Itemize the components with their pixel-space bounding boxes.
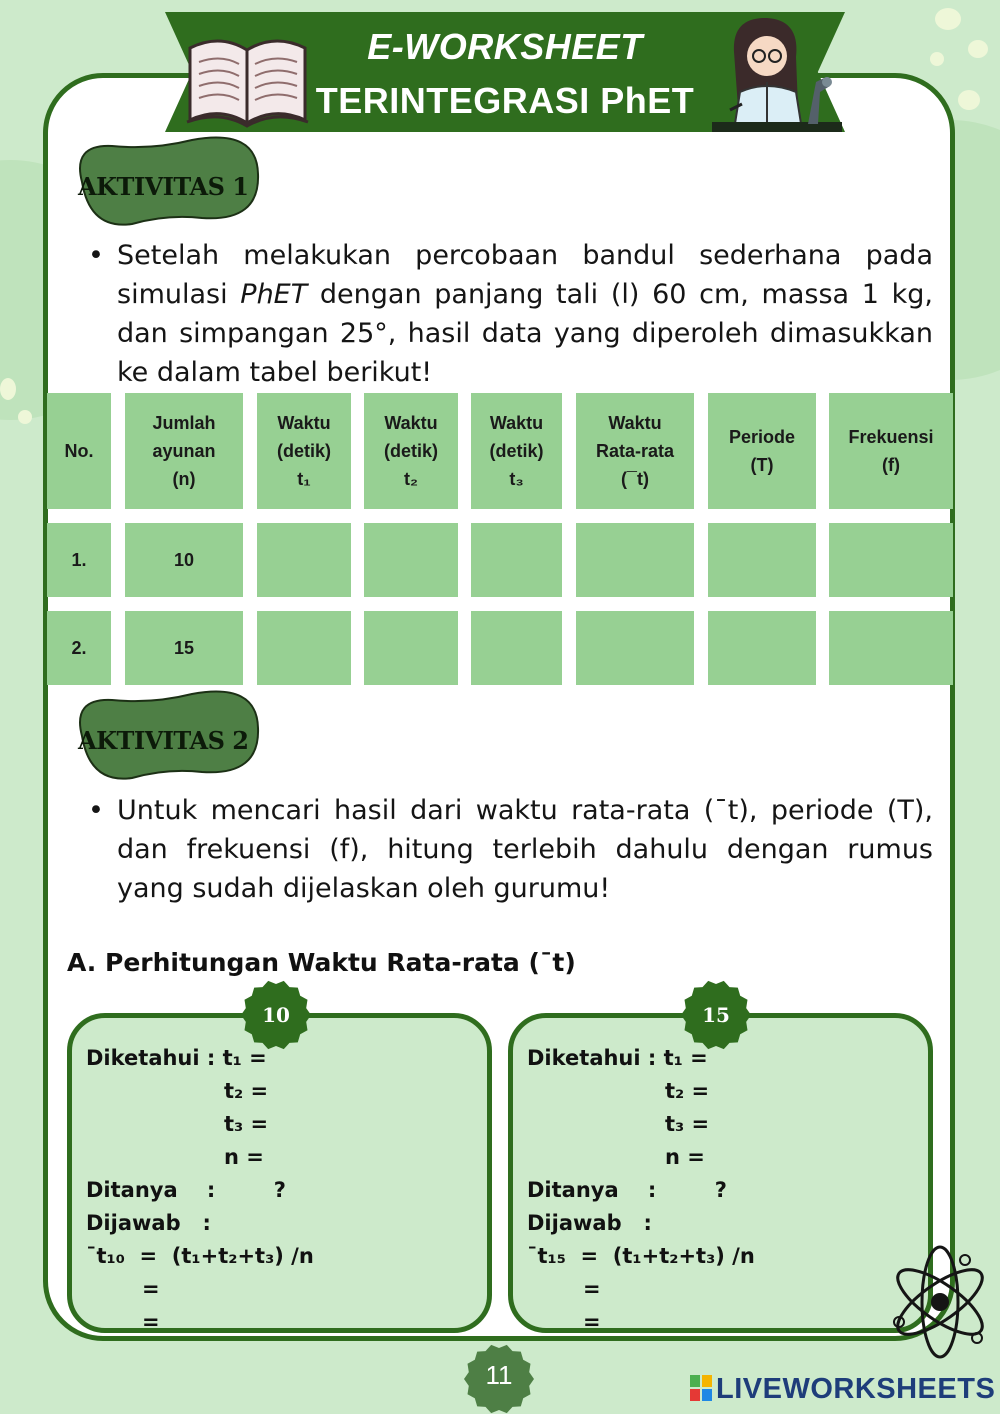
- seal-number: 15: [702, 1003, 730, 1027]
- section-a-title: A. Perhitungan Waktu Rata-rata (¯t): [67, 948, 576, 977]
- table-header-cell: No.: [47, 393, 111, 509]
- table-header-cell: Frekuensi (f): [829, 393, 953, 509]
- liveworksheets-icon: [690, 1375, 712, 1409]
- activity-1-badge: [72, 134, 272, 229]
- decorative-dot: [18, 410, 32, 424]
- calc-box-10: [67, 1013, 492, 1333]
- activity-1-paragraph: [88, 236, 933, 392]
- decorative-dot: [0, 378, 16, 400]
- calc-line: n =: [224, 1145, 264, 1169]
- book-icon: [185, 28, 310, 132]
- table-input-cell[interactable]: [471, 611, 562, 685]
- table-cell: 15: [125, 611, 243, 685]
- calc-line: Dijawab :: [527, 1211, 652, 1235]
- banner-title: [300, 20, 710, 128]
- calc-line: =: [583, 1277, 601, 1301]
- activity-1-text-part-3: dengan panjang tali (l) 60 cm, massa 1 kg, dan simpangan 25°, hasil data yang diperoleh dimasukkan ke dalam tabel berikut!: [117, 279, 933, 388]
- table-header-cell: Periode (T): [708, 393, 816, 509]
- table-input-cell[interactable]: [257, 523, 351, 597]
- table-header-cell: Waktu (detik) t₁: [257, 393, 351, 509]
- liveworksheets-brand: LIVEWORKSHEETS: [716, 1373, 996, 1405]
- table-input-cell[interactable]: [708, 611, 816, 685]
- page-number-badge: [463, 1343, 535, 1414]
- title-line-2: [300, 74, 710, 128]
- formula-line: ¯t₁₅ = (t₁+t₂+t₃) /n: [527, 1244, 755, 1268]
- table-cell: 2.: [47, 611, 111, 685]
- table-input-cell[interactable]: [471, 523, 562, 597]
- calc-line: Dijawab :: [86, 1211, 211, 1235]
- liveworksheets-logo[interactable]: [690, 1373, 995, 1409]
- decorative-dot: [958, 90, 980, 110]
- bullet-point: •: [88, 240, 104, 271]
- table-header-cell: Waktu (detik) t₂: [364, 393, 458, 509]
- calc-line: t₂ =: [665, 1079, 710, 1103]
- table-input-cell[interactable]: [257, 611, 351, 685]
- calc-line: =: [583, 1310, 601, 1334]
- table-input-cell[interactable]: [829, 611, 953, 685]
- table-header-cell: Waktu Rata-rata (¯t): [576, 393, 694, 509]
- calc-line: Diketahui : t₁ =: [86, 1046, 267, 1070]
- calc-line: t₃ =: [665, 1112, 710, 1136]
- table-input-cell[interactable]: [708, 523, 816, 597]
- calc-line: Ditanya : ?: [527, 1178, 727, 1202]
- atom-icon: [885, 1240, 995, 1369]
- table-header-cell: Jumlah ayunan (n): [125, 393, 243, 509]
- title-line-2-text: TERINTEGRASI PhET: [315, 80, 695, 121]
- activity-1-text: [117, 236, 933, 392]
- calc-line: t₃ =: [224, 1112, 269, 1136]
- table-input-cell[interactable]: [364, 611, 458, 685]
- calc-box-15: [508, 1013, 933, 1333]
- seal-number: 10: [262, 1003, 290, 1027]
- calc-line: Ditanya : ?: [86, 1178, 286, 1202]
- calc-line: n =: [665, 1145, 705, 1169]
- table-input-cell[interactable]: [364, 523, 458, 597]
- title-line-1: E-WORKSHEET: [367, 26, 643, 67]
- calc-line: =: [142, 1277, 160, 1301]
- seal-badge-10: [240, 979, 312, 1051]
- activity-2-label: AKTIVITAS 2: [78, 726, 249, 755]
- activity-2-text: Untuk mencari hasil dari waktu rata-rata (¯t), periode (T), dan frekuensi (f), hitung terlebih dahulu dengan rumus yang sudah dijelaskan oleh gurumu!: [117, 795, 933, 904]
- calc-line: Diketahui : t₁ =: [527, 1046, 708, 1070]
- table-cell: 1.: [47, 523, 111, 597]
- table-input-cell[interactable]: [576, 611, 694, 685]
- bullet-point: •: [88, 795, 104, 826]
- calc-line: =: [142, 1310, 160, 1334]
- formula-line: ¯t₁₀ = (t₁+t₂+t₃) /n: [86, 1244, 314, 1268]
- page-number: 11: [485, 1360, 513, 1390]
- activity-1-text-part-1: Setelah melakukan percobaan bandul sederhana pada simulasi: [117, 240, 933, 310]
- decorative-dot: [930, 52, 944, 66]
- activity-1-text-phet: PhET: [240, 279, 308, 310]
- scientist-icon: [712, 12, 842, 138]
- table-input-cell[interactable]: [829, 523, 953, 597]
- table-input-cell[interactable]: [576, 523, 694, 597]
- table-cell: 10: [125, 523, 243, 597]
- table-header-cell: Waktu (detik) t₃: [471, 393, 562, 509]
- activity-2-paragraph: [88, 791, 933, 908]
- decorative-dot: [935, 8, 961, 30]
- activity-1-label: AKTIVITAS 1: [78, 172, 249, 201]
- seal-badge-15: [680, 979, 752, 1051]
- activity-2-badge: [72, 688, 272, 783]
- data-table: [47, 393, 953, 686]
- decorative-dot: [968, 40, 988, 58]
- calc-line: t₂ =: [224, 1079, 269, 1103]
